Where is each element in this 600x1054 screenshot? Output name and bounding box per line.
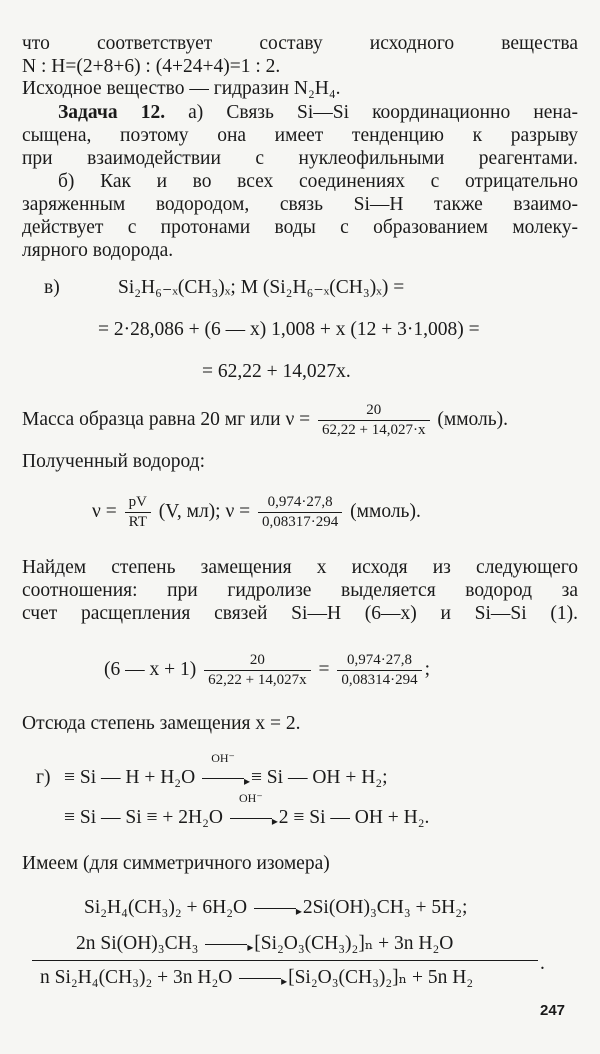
arrow-icon <box>254 908 296 909</box>
numerator: 0,974·27,8 <box>258 494 342 513</box>
mass-numerator: 20 <box>318 402 429 421</box>
relation-fraction-1 <box>204 652 310 689</box>
task-heading-line <box>58 101 578 124</box>
text-line: N : H=(2+8+6) : (4+24+4)=1 : 2. <box>22 56 281 77</box>
equation-v3: = 62,22 + 14,027x. <box>202 361 351 382</box>
mass-fraction <box>318 402 429 439</box>
text-line: действует с протонами воды с образованием молеку- <box>22 217 578 238</box>
nu-middle: (V, мл); ν = <box>153 500 256 522</box>
catalyst-arrow <box>200 751 246 790</box>
equals-sign: = <box>313 658 335 680</box>
denominator: 62,22 + 14,027x <box>208 672 307 688</box>
text-line: Исходное вещество — гидразин N₂H₄. <box>22 78 341 99</box>
numerator: pV <box>125 494 151 513</box>
equation-v1: Si₂H₆₋ₓ(CH₃)ₓ; M (Si₂H₆₋ₓ(CH₃)ₓ) = <box>118 277 405 298</box>
equation-g1 <box>64 751 388 790</box>
reaction-left: ≡ Si — Si ≡ + 2H₂O <box>64 807 228 828</box>
catalyst-label: OH⁻ <box>239 791 263 805</box>
text-line: при взаимодействии с нуклеофильными реагентами. <box>22 148 578 169</box>
equation-v2: = 2·28,086 + (6 — x) 1,008 + x (12 + 3·1,008) = <box>98 319 480 340</box>
reaction-right: [Si₂O₃(CH₃)₂]ₙ + 5n H₂ <box>283 967 474 988</box>
text-line: счет расщепления связей Si—H (6—x) и Si—Si (1). <box>22 603 578 624</box>
reaction-right: ≡ Si — OH + H₂; <box>246 767 388 788</box>
text-line: соотношения: при гидролизе выделяется водород за <box>22 580 578 601</box>
reaction-right: 2 ≡ Si — OH + H₂. <box>273 807 430 828</box>
catalyst-arrow <box>228 791 274 830</box>
sum-line <box>32 960 538 961</box>
denominator: 0,08317·294 <box>262 514 339 530</box>
reaction-left: 2n Si(OH)₃CH₃ <box>76 933 204 954</box>
label-g: г) <box>36 767 51 788</box>
semicolon: ; <box>424 658 431 680</box>
nu-unit: (ммоль). <box>345 500 421 522</box>
arrow-icon <box>230 818 272 819</box>
task-label: Задача 12. <box>58 102 166 123</box>
text-line: Имеем (для симметричного изомера) <box>22 853 330 874</box>
reaction-left: ≡ Si — H + H₂O <box>64 767 201 788</box>
nu-fraction-a <box>125 494 151 531</box>
mass-text: Масса образца равна 20 мг или ν = <box>22 408 316 430</box>
reaction-2 <box>76 932 453 956</box>
reaction-1 <box>84 896 467 920</box>
denominator: 0,08314·294 <box>341 672 418 688</box>
relation-fraction-2 <box>337 652 421 689</box>
arrow-icon <box>239 978 281 979</box>
reaction-sum <box>40 966 473 990</box>
arrow-icon <box>205 944 247 945</box>
text-line: Отсюда степень замещения x = 2. <box>22 713 301 734</box>
nu-equation <box>92 494 421 531</box>
nu-fraction-b <box>258 494 342 531</box>
page-number: 247 <box>540 1002 566 1019</box>
text-line: б) Как и во всех соединениях с отрицательно <box>58 171 578 192</box>
mass-denominator: 62,22 + 14,027·x <box>322 422 426 438</box>
text-line: Найдем степень замещения x исходя из следующего <box>22 557 578 578</box>
relation-equation <box>104 652 430 689</box>
mass-line <box>22 402 508 439</box>
reaction-right: [Si₂O₃(CH₃)₂]ₙ + 3n H₂O <box>249 933 454 954</box>
nu-label: ν = <box>92 500 122 522</box>
reaction-right: 2Si(OH)₃CH₃ + 5H₂; <box>297 897 468 918</box>
reaction-left: n Si₂H₄(CH₃)₂ + 3n H₂O <box>40 967 238 988</box>
arrow-icon <box>202 778 244 779</box>
numerator: 0,974·27,8 <box>337 652 421 671</box>
text-line: сыщена, поэтому она имеет тенденцию к разрыву <box>22 125 578 146</box>
relation-prefix: (6 — x + 1) <box>104 658 202 680</box>
reaction-left: Si₂H₄(CH₃)₂ + 6H₂O <box>84 897 252 918</box>
equation-g2 <box>64 791 430 830</box>
catalyst-label: OH⁻ <box>211 751 235 765</box>
denominator: RT <box>128 514 147 530</box>
text-line: лярного водорода. <box>22 240 174 261</box>
numerator: 20 <box>204 652 310 671</box>
text-line: а) Связь Si—Si координационно нена- <box>165 102 578 123</box>
text-line: заряженным водородом, связь Si—H также взаимо- <box>22 194 578 215</box>
mass-unit: (ммоль). <box>432 408 509 430</box>
text-line: что соответствует составу исходного вещества <box>22 33 578 54</box>
sum-dot: . <box>540 953 545 974</box>
text-line: Полученный водород: <box>22 451 206 472</box>
label-v: в) <box>44 277 60 298</box>
